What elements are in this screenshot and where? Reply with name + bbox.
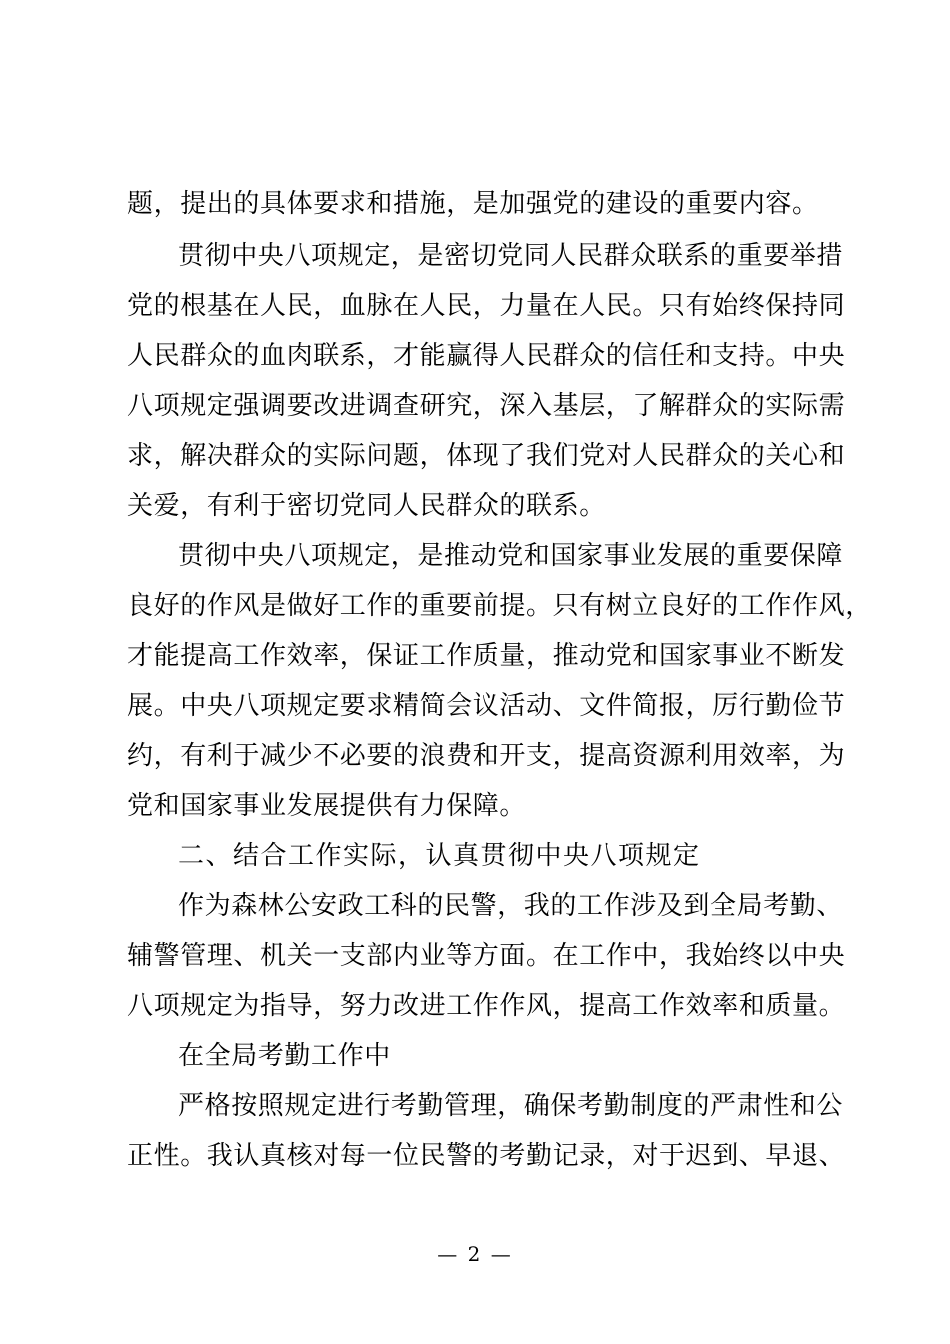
paragraph-first-line: 贯彻中央八项规定，是密切党同人民群众联系的重要举措 <box>178 241 844 271</box>
text-line: 关爱，有利于密切党同人民群众的联系。 <box>127 491 606 521</box>
text-line: 人民群众的血肉联系，才能赢得人民群众的信任和支持。中央 <box>127 341 846 371</box>
page-number: — 2 — <box>437 1242 513 1266</box>
text-line: 八项规定强调要改进调查研究，深入基层，了解群众的实际需 <box>127 391 846 421</box>
subheading: 在全局考勤工作中 <box>178 1041 391 1071</box>
text-line: 正性。我认真核对每一位民警的考勤记录，对于迟到、早退、 <box>127 1141 846 1171</box>
text-line: 八项规定为指导，努力改进工作作风，提高工作效率和质量。 <box>127 991 846 1021</box>
section-heading: 二、结合工作实际，认真贯彻中央八项规定 <box>178 841 701 871</box>
paragraph-first-line: 作为森林公安政工科的民警，我的工作涉及到全局考勤、 <box>178 891 844 921</box>
paragraph-first-line: 严格按照规定进行考勤管理，确保考勤制度的严肃性和公 <box>178 1091 844 1121</box>
text-line: 辅警管理、机关一支部内业等方面。在工作中，我始终以中央 <box>127 941 846 971</box>
text-line: 展。中央八项规定要求精简会议活动、文件简报，厉行勤俭节 <box>127 691 846 721</box>
text-line: 约，有利于减少不必要的浪费和开支，提高资源利用效率，为 <box>127 741 846 771</box>
text-line: 良好的作风是做好工作的重要前提。只有树立良好的工作作风， <box>127 591 872 621</box>
text-line: 求，解决群众的实际问题，体现了我们党对人民群众的关心和 <box>127 441 846 471</box>
text-line: 题，提出的具体要求和措施，是加强党的建设的重要内容。 <box>127 189 819 219</box>
text-line: 才能提高工作效率，保证工作质量，推动党和国家事业不断发 <box>127 641 846 671</box>
paragraph-first-line: 贯彻中央八项规定，是推动党和国家事业发展的重要保障 <box>178 541 844 571</box>
text-line: 党的根基在人民，血脉在人民，力量在人民。只有始终保持同 <box>127 291 846 321</box>
text-line: 党和国家事业发展提供有力保障。 <box>127 791 527 821</box>
